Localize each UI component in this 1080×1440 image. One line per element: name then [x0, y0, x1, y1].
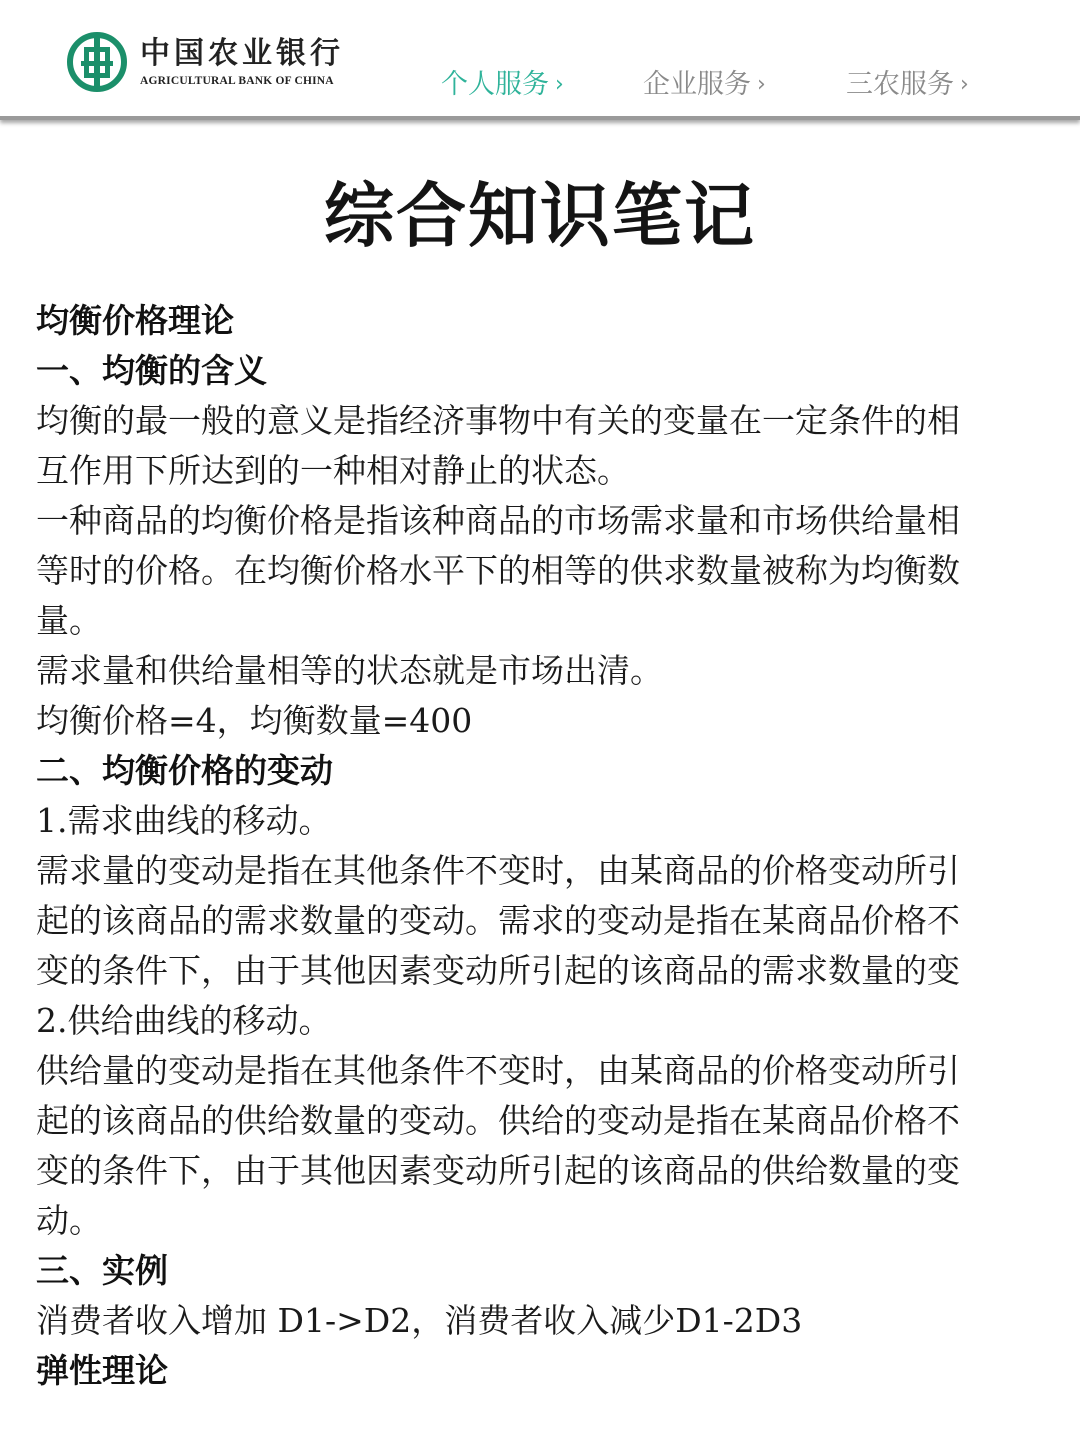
chevron-right-icon: › — [555, 72, 564, 97]
text-line: 等时的价格。在均衡价格水平下的相等的供求数量被称为均衡数 — [36, 551, 960, 590]
text-line: 变的条件下，由于其他因素变动所引起的该商品的需求数量的变 — [36, 951, 960, 990]
logo-chinese-name: 中国农业银行 — [140, 36, 344, 71]
section-heading: 二、均衡价格的变动 — [36, 751, 333, 790]
text-line: 需求量的变动是指在其他条件不变时，由某商品的价格变动所引 — [36, 851, 960, 890]
text-line: 均衡价格=4，均衡数量=400 — [36, 701, 473, 740]
chevron-right-icon: › — [757, 72, 766, 97]
text-line: 动。 — [36, 1201, 102, 1240]
nav-personal-services[interactable] — [441, 62, 564, 101]
section-heading: 弹性理论 — [36, 1351, 168, 1390]
section-heading: 一、均衡的含义 — [36, 351, 267, 390]
chevron-right-icon: › — [960, 72, 969, 97]
section-heading: 均衡价格理论 — [36, 301, 234, 340]
text-line: 供给量的变动是指在其他条件不变时，由某商品的价格变动所引 — [36, 1051, 960, 1090]
text-line: 起的该商品的供给数量的变动。供给的变动是指在某商品价格不 — [36, 1101, 960, 1140]
nav-label: 个人服务 — [441, 69, 549, 100]
page-title: 综合知识笔记 — [324, 175, 756, 257]
text-line: 消费者收入增加 D1->D2，消费者收入减少D1-2D3 — [36, 1301, 803, 1340]
text-line: 均衡的最一般的意义是指经济事物中有关的变量在一定条件的相 — [36, 401, 960, 440]
text-line: 量。 — [36, 601, 102, 640]
text-line: 互作用下所达到的一种相对静止的状态。 — [36, 451, 630, 490]
site-header — [0, 0, 1080, 120]
text-line: 2.供给曲线的移动。 — [36, 1001, 332, 1040]
logo-english-name: AGRICULTURAL BANK OF CHINA — [140, 75, 334, 87]
text-line: 需求量和供给量相等的状态就是市场出清。 — [36, 651, 663, 690]
text-line: 一种商品的均衡价格是指该种商品的市场需求量和市场供给量相 — [36, 501, 960, 540]
text-line: 起的该商品的需求数量的变动。需求的变动是指在某商品价格不 — [36, 901, 960, 940]
text-line: 变的条件下，由于其他因素变动所引起的该商品的供给数量的变 — [36, 1151, 960, 1190]
nav-label: 三农服务 — [846, 69, 954, 100]
nav-agriculture-services[interactable] — [846, 62, 969, 101]
nav-label: 企业服务 — [643, 69, 751, 100]
nav-business-services[interactable] — [643, 62, 766, 101]
section-heading: 三、实例 — [36, 1251, 168, 1290]
notes-content — [36, 296, 1046, 1396]
top-nav — [0, 62, 1080, 102]
text-line: 1.需求曲线的移动。 — [36, 801, 332, 840]
